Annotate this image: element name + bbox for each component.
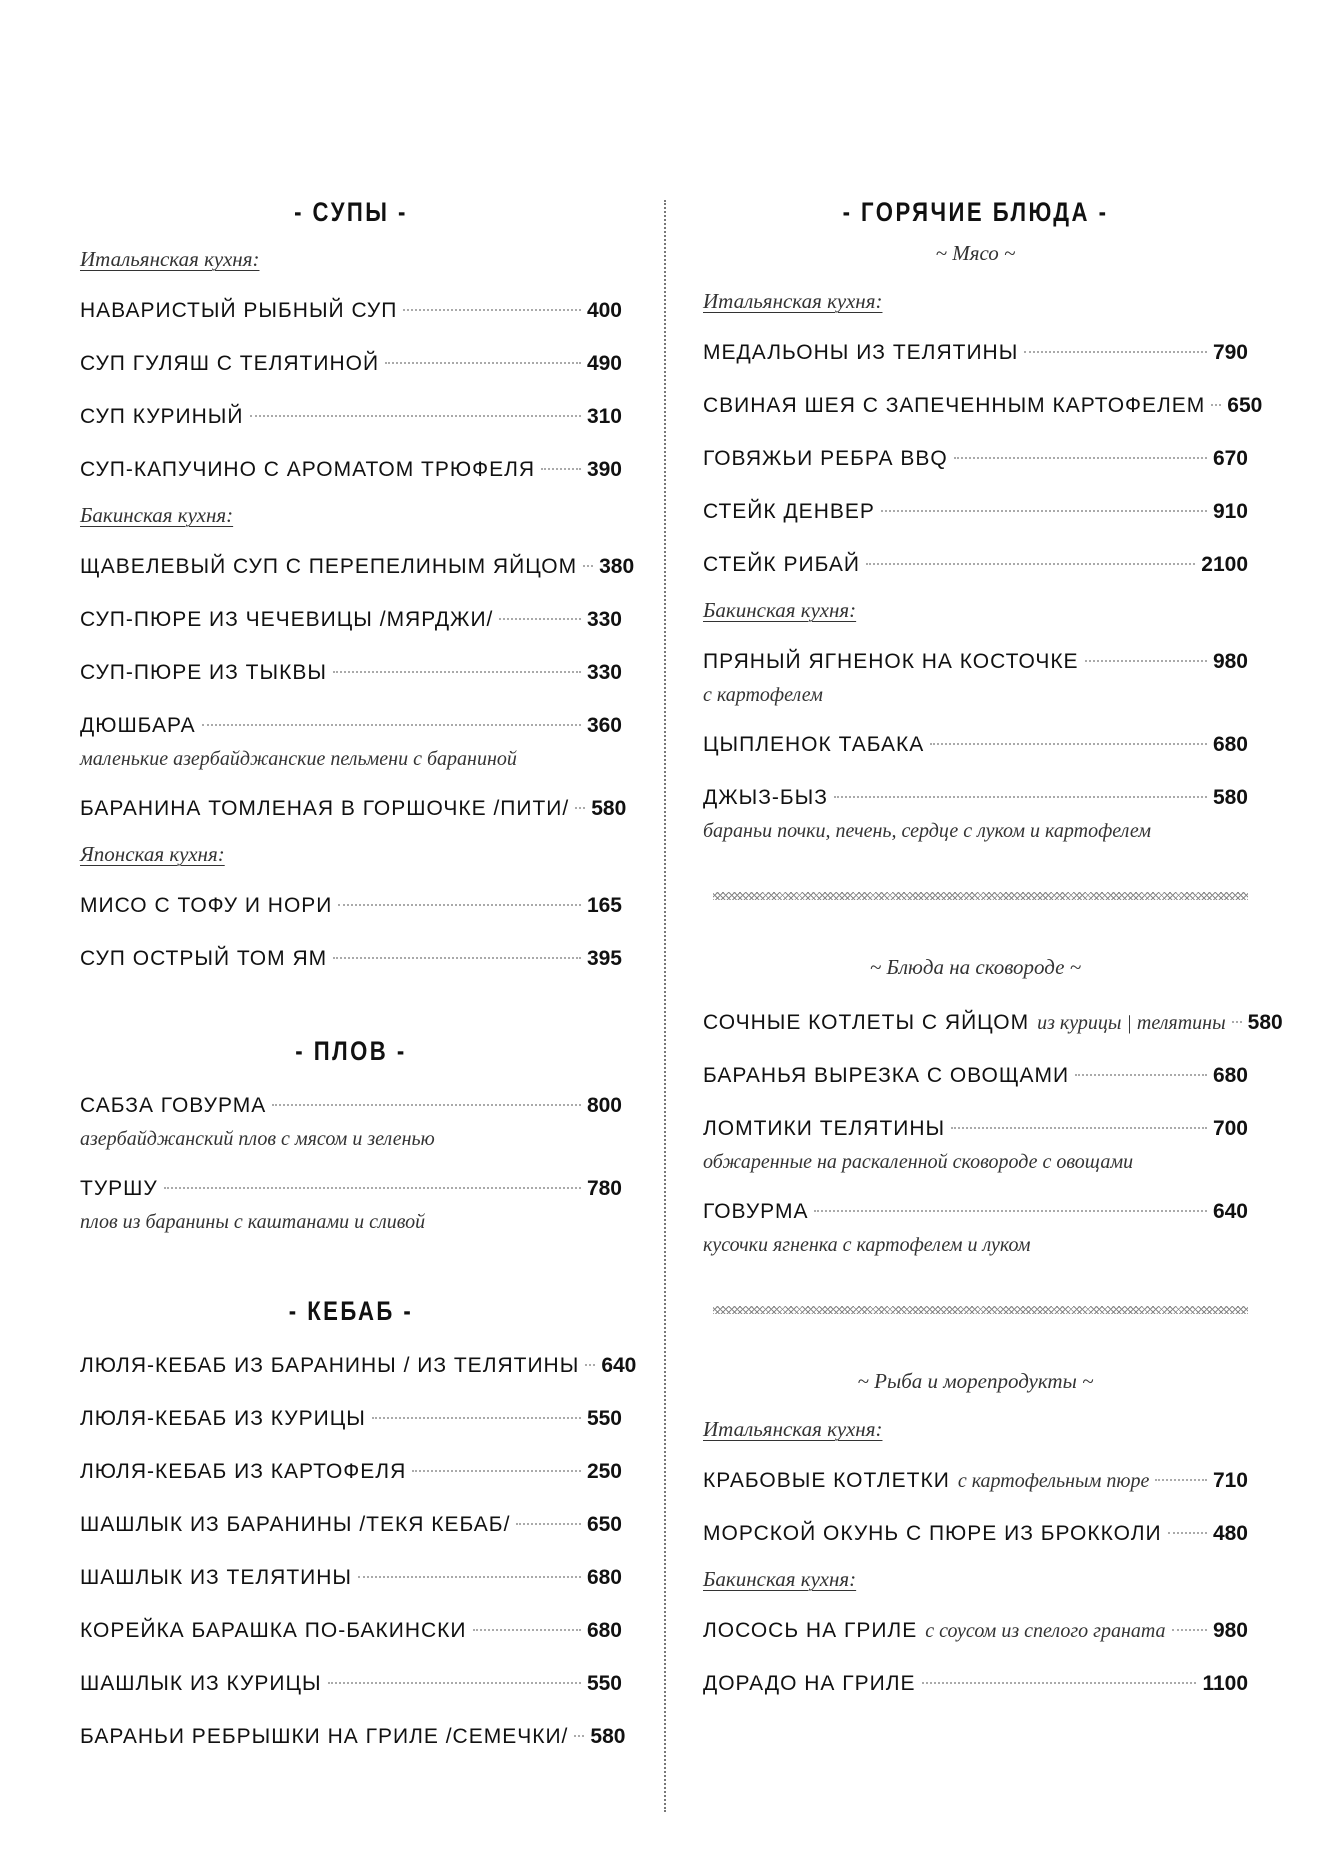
- menu-item-title: [80, 1348, 579, 1386]
- cuisine-label: Итальянская кухня:: [703, 289, 883, 313]
- menu-item-name: СУП ОСТРЫЙ ТОМ ЯМ: [80, 947, 328, 970]
- menu-item: [703, 1194, 1248, 1260]
- menu-item-name: СТЕЙК РИБАЙ: [703, 553, 860, 576]
- menu-item-price: 670: [1212, 447, 1248, 470]
- menu-item: [80, 655, 622, 691]
- dot-leader: [575, 807, 585, 809]
- menu-item-price: 390: [586, 458, 622, 481]
- dot-leader: [1168, 1532, 1207, 1534]
- menu-item: [703, 1111, 1248, 1177]
- dot-leader: [372, 1417, 581, 1419]
- column-divider: [664, 200, 666, 1812]
- dot-leader: [338, 904, 581, 906]
- menu-item-row: [703, 1194, 1248, 1230]
- menu-item-price: 700: [1212, 1117, 1248, 1140]
- plov-section: [80, 1088, 622, 1237]
- menu-item-row: [703, 780, 1248, 816]
- menu-item-price: 580: [590, 1725, 626, 1748]
- menu-item: [703, 1666, 1248, 1702]
- dot-leader: [250, 415, 581, 417]
- menu-item: [80, 1507, 622, 1543]
- soups-title: - СУПЫ -: [294, 197, 408, 227]
- menu-item-name: СУП ГУЛЯШ С ТЕЛЯТИНОЙ: [80, 352, 380, 375]
- dot-leader: [202, 724, 581, 726]
- dot-leader: [403, 309, 581, 311]
- menu-item-price: 680: [586, 1619, 622, 1642]
- menu-item-title: [80, 791, 569, 829]
- menu-item: [703, 1005, 1283, 1041]
- menu-item-price: 580: [1247, 1011, 1283, 1034]
- menu-item-row: [80, 1348, 637, 1384]
- menu-item: [80, 1348, 637, 1384]
- right-column: [703, 192, 1283, 1702]
- menu-item-name: КРАБОВЫЕ КОТЛЕТКИ: [703, 1469, 950, 1492]
- menu-item-name: ПРЯНЫЙ ЯГНЕНОК НА КОСТОЧКЕ: [703, 650, 1079, 673]
- menu-item-name: ДЮШБАРА: [80, 714, 196, 737]
- skillet-section: [703, 1005, 1283, 1260]
- menu-item: [80, 399, 622, 435]
- menu-item-note: с картофельным пюре: [957, 1470, 1150, 1492]
- kebab-title: - КЕБАБ -: [288, 1296, 414, 1326]
- menu-item-price: 980: [1212, 1619, 1248, 1642]
- menu-item-description: азербайджанский плов с мясом и зеленью: [80, 1128, 435, 1150]
- dot-leader: [358, 1576, 581, 1578]
- menu-item-price: 980: [1212, 650, 1248, 673]
- menu-item-row: [80, 888, 622, 924]
- menu-item: [80, 1719, 626, 1755]
- dot-leader: [930, 743, 1207, 745]
- menu-item-price: 1100: [1202, 1672, 1248, 1695]
- menu-item-row: [80, 1719, 626, 1755]
- dot-leader: [1075, 1074, 1207, 1076]
- menu-item-price: 650: [586, 1513, 622, 1536]
- menu-item-row: [80, 1171, 622, 1207]
- menu-item-name: БАРАНЬИ РЕБРЫШКИ НА ГРИЛЕ /СЕМЕЧКИ/: [80, 1725, 569, 1748]
- menu-item-title: [80, 1666, 322, 1704]
- menu-item: [80, 708, 622, 774]
- menu-item-price: 580: [1212, 786, 1248, 809]
- menu-item-row: [80, 791, 627, 827]
- menu-item-price: 710: [1212, 1469, 1248, 1492]
- menu-item-title: [80, 941, 327, 979]
- dot-leader: [473, 1629, 581, 1631]
- ornament-divider: [713, 1306, 1248, 1314]
- menu-item-name: МОРСКОЙ ОКУНЬ С ПЮРЕ ИЗ БРОККОЛИ: [703, 1522, 1162, 1545]
- cuisine-label: Бакинская кухня:: [703, 1567, 857, 1591]
- meat-subheading: ~ Мясо ~: [935, 241, 1016, 265]
- menu-item-price: 640: [1212, 1200, 1248, 1223]
- menu-item-row: [703, 335, 1248, 371]
- dot-leader: [585, 1364, 595, 1366]
- menu-item-title: [80, 888, 332, 926]
- menu-item-title: [703, 780, 828, 818]
- menu-item-price: 490: [586, 352, 622, 375]
- menu-item-title: [80, 1171, 158, 1209]
- menu-item-row: [703, 1516, 1248, 1552]
- menu-item-title: [703, 441, 948, 479]
- menu-item: [703, 388, 1263, 424]
- menu-item-title: [703, 335, 1018, 373]
- menu-item-row: [80, 1666, 622, 1702]
- menu-item-title: [703, 547, 860, 585]
- menu-item-price: 790: [1212, 341, 1248, 364]
- dot-leader: [272, 1104, 581, 1106]
- dot-leader: [814, 1210, 1207, 1212]
- menu-item-row: [80, 1401, 622, 1437]
- menu-item-row: [703, 1058, 1248, 1094]
- menu-item-title: [703, 1666, 916, 1704]
- menu-item-name: ДОРАДО НА ГРИЛЕ: [703, 1672, 916, 1695]
- menu-item-title: [80, 1401, 366, 1439]
- menu-item-price: 165: [586, 894, 622, 917]
- menu-item-name: МИСО С ТОФУ И НОРИ: [80, 894, 333, 917]
- dot-leader: [954, 457, 1207, 459]
- menu-item-row: [703, 494, 1248, 530]
- menu-item-name: КОРЕЙКА БАРАШКА ПО-БАКИНСКИ: [80, 1619, 467, 1642]
- menu-item-note: с соусом из спелого граната: [925, 1620, 1166, 1642]
- menu-item: [80, 602, 622, 638]
- dot-leader: [385, 362, 581, 364]
- dot-leader: [164, 1187, 581, 1189]
- plov-title: - ПЛОВ -: [295, 1036, 407, 1066]
- cuisine-label: Итальянская кухня:: [80, 247, 260, 271]
- dot-leader: [1232, 1021, 1242, 1023]
- menu-item: [80, 1454, 622, 1490]
- dot-leader: [333, 671, 581, 673]
- menu-item-price: 680: [1212, 733, 1248, 756]
- menu-item-name: НАВАРИСТЫЙ РЫБНЫЙ СУП: [80, 299, 398, 322]
- menu-item-row: [703, 547, 1248, 583]
- menu-item-price: 640: [601, 1354, 637, 1377]
- hot-dishes-title: - ГОРЯЧИЕ БЛЮДА -: [842, 197, 1109, 227]
- menu-item: [703, 1613, 1248, 1649]
- menu-item-row: [80, 941, 622, 977]
- cuisine-label: Бакинская кухня:: [703, 598, 857, 622]
- menu-item-row: [80, 655, 622, 691]
- menu-item: [80, 1560, 622, 1596]
- menu-item-row: [80, 549, 635, 585]
- menu-item-description: обжаренные на раскаленной сковороде с овощами: [703, 1151, 1134, 1173]
- menu-item-row: [80, 1088, 622, 1124]
- menu-item-title: [80, 1454, 406, 1492]
- menu-item-name: БАРАНИНА ТОМЛЕНАЯ В ГОРШОЧКЕ /ПИТИ/: [80, 797, 570, 820]
- menu-item-name: ДЖЫЗ-БЫЗ: [703, 786, 828, 809]
- menu-item-price: 910: [1212, 500, 1248, 523]
- menu-item-title: [703, 1516, 1162, 1554]
- menu-item-description: плов из баранины с каштанами и сливой: [80, 1211, 426, 1233]
- menu-item-price: 480: [1212, 1522, 1248, 1545]
- menu-item-description: бараньи почки, печень, сердце с луком и картофелем: [703, 820, 1152, 842]
- dot-leader: [1172, 1629, 1207, 1631]
- menu-item: [703, 1516, 1248, 1552]
- menu-item-title: [703, 644, 1079, 682]
- dot-leader: [574, 1735, 584, 1737]
- dot-leader: [922, 1682, 1197, 1684]
- menu-item-title: [80, 549, 577, 587]
- menu-item-title: [80, 1560, 352, 1598]
- menu-item: [80, 1666, 622, 1702]
- menu-item-row: [80, 1507, 622, 1543]
- menu-item-title: [80, 1507, 510, 1545]
- menu-item-name: ЛОСОСЬ НА ГРИЛЕ: [703, 1619, 918, 1642]
- menu-item-title: [80, 399, 244, 437]
- menu-item: [703, 441, 1248, 477]
- menu-item-name: ТУРШУ: [80, 1177, 158, 1200]
- menu-item-title: [80, 1719, 568, 1757]
- menu-item: [80, 888, 622, 924]
- menu-item-name: САБЗА ГОВУРМА: [80, 1094, 267, 1117]
- menu-item-title: [703, 727, 924, 765]
- dot-leader: [1024, 351, 1207, 353]
- menu-item: [703, 727, 1248, 763]
- menu-item-name: ЛЮЛЯ-КЕБАБ ИЗ КАРТОФЕЛЯ: [80, 1460, 407, 1483]
- menu-item-title: [703, 1194, 808, 1232]
- menu-item: [80, 1088, 622, 1154]
- dot-leader: [1155, 1479, 1207, 1481]
- menu-item: [80, 791, 627, 827]
- menu-item-name: ГОВЯЖЬИ РЕБРА BBQ: [703, 447, 948, 470]
- menu-item-row: [80, 708, 622, 744]
- menu-item-title: [80, 293, 397, 331]
- menu-item: [703, 547, 1248, 583]
- menu-item: [703, 1463, 1248, 1499]
- cuisine-label: Японская кухня:: [80, 842, 225, 866]
- menu-item: [80, 452, 622, 488]
- menu-item: [80, 1401, 622, 1437]
- skillet-subheading: ~ Блюда на сковороде ~: [869, 955, 1082, 979]
- menu-item-name: ШАШЛЫК ИЗ БАРАНИНЫ /ТЕКЯ КЕБАБ/: [80, 1513, 511, 1536]
- menu-item-row: [703, 441, 1248, 477]
- menu-item-row: [80, 346, 622, 382]
- dot-leader: [866, 563, 1195, 565]
- menu-item-row: [703, 388, 1263, 424]
- menu-item-description: маленькие азербайджанские пельмени с бараниной: [80, 748, 517, 770]
- menu-item-description: с картофелем: [703, 684, 823, 706]
- menu-item-row: [80, 1454, 622, 1490]
- menu-item-price: 2100: [1201, 553, 1248, 576]
- menu-item-price: 330: [586, 661, 622, 684]
- menu-item: [80, 293, 622, 329]
- menu-item: [703, 644, 1248, 710]
- menu-item-row: [80, 293, 622, 329]
- dot-leader: [834, 796, 1207, 798]
- menu-item-row: [80, 1560, 622, 1596]
- menu-item-name: ШАШЛЫК ИЗ КУРИЦЫ: [80, 1672, 322, 1695]
- menu-item: [80, 1613, 622, 1649]
- menu-item-name: ГОВУРМА: [703, 1200, 809, 1223]
- soups-section: [80, 242, 635, 977]
- menu-item-title: [80, 655, 327, 693]
- menu-item: [80, 1171, 622, 1237]
- menu-item: [703, 1058, 1248, 1094]
- menu-item-row: [703, 1111, 1248, 1147]
- menu-item-title: [703, 1058, 1069, 1096]
- menu-item-price: 330: [586, 608, 622, 631]
- menu-item-price: 550: [586, 1407, 622, 1430]
- menu-item: [80, 941, 622, 977]
- menu-item-price: 780: [586, 1177, 622, 1200]
- dot-leader: [1211, 404, 1221, 406]
- menu-item-name: СОЧНЫЕ КОТЛЕТЫ С ЯЙЦОМ: [703, 1011, 1030, 1034]
- menu-item-price: 680: [1212, 1064, 1248, 1087]
- menu-item-title: [703, 1005, 1226, 1043]
- menu-item-row: [80, 399, 622, 435]
- menu-item-price: 680: [586, 1566, 622, 1589]
- dot-leader: [951, 1127, 1207, 1129]
- menu-item-title: [80, 1088, 266, 1126]
- dot-leader: [412, 1470, 581, 1472]
- menu-item-title: [703, 494, 875, 532]
- left-column: [80, 192, 637, 1755]
- menu-item-row: [703, 1005, 1283, 1041]
- menu-item-title: [80, 708, 196, 746]
- menu-item-price: 395: [586, 947, 622, 970]
- menu-item-name: ЛОМТИКИ ТЕЛЯТИНЫ: [703, 1117, 946, 1140]
- kebab-section: [80, 1348, 637, 1755]
- menu-item-price: 380: [599, 555, 635, 578]
- menu-item: [80, 549, 635, 585]
- menu-item-row: [80, 452, 622, 488]
- dot-leader: [541, 468, 581, 470]
- menu-item-row: [703, 1613, 1248, 1649]
- menu-item-title: [80, 452, 535, 490]
- menu-item-title: [80, 1613, 467, 1651]
- menu-item-name: ШАШЛЫК ИЗ ТЕЛЯТИНЫ: [80, 1566, 353, 1589]
- menu-item-name: СУП-ПЮРЕ ИЗ ЧЕЧЕВИЦЫ /МЯРДЖИ/: [80, 608, 494, 631]
- menu-item-price: 250: [586, 1460, 622, 1483]
- menu-item-title: [703, 388, 1205, 426]
- menu-item-name: СВИНАЯ ШЕЯ С ЗАПЕЧЕННЫМ КАРТОФЕЛЕМ: [703, 394, 1206, 417]
- menu-item: [703, 494, 1248, 530]
- menu-item-name: ЛЮЛЯ-КЕБАБ ИЗ КУРИЦЫ: [80, 1407, 366, 1430]
- menu-item-title: [703, 1463, 1149, 1501]
- menu-item-price: 580: [591, 797, 627, 820]
- menu-item-row: [703, 1463, 1248, 1499]
- menu-item-title: [80, 346, 379, 384]
- menu-item-row: [80, 1613, 622, 1649]
- menu-item-title: [703, 1111, 945, 1149]
- menu-item-title: [80, 602, 493, 640]
- menu-item-row: [703, 644, 1248, 680]
- fish-section: [703, 1412, 1248, 1702]
- menu-item-description: кусочки ягненка с картофелем и луком: [703, 1234, 1031, 1256]
- menu-item-name: БАРАНЬЯ ВЫРЕЗКА С ОВОЩАМИ: [703, 1064, 1070, 1087]
- ornament-divider: [713, 892, 1248, 900]
- meat-section: [703, 284, 1263, 846]
- menu-item-name: СУП-КАПУЧИНО С АРОМАТОМ ТРЮФЕЛЯ: [80, 458, 536, 481]
- menu-item-row: [703, 727, 1248, 763]
- menu-item: [703, 780, 1248, 846]
- menu-item-price: 310: [586, 405, 622, 428]
- menu-item-row: [703, 1666, 1248, 1702]
- menu-item: [703, 335, 1248, 371]
- dot-leader: [583, 565, 593, 567]
- menu-item-price: 650: [1227, 394, 1263, 417]
- menu-item-price: 800: [586, 1094, 622, 1117]
- fish-subheading: ~ Рыба и морепродукты ~: [857, 1369, 1094, 1393]
- menu-item-price: 360: [586, 714, 622, 737]
- menu-item-name: ЩАВЕЛЕВЫЙ СУП С ПЕРЕПЕЛИНЫМ ЯЙЦОМ: [80, 555, 578, 578]
- menu-item-name: СУП-ПЮРЕ ИЗ ТЫКВЫ: [80, 661, 327, 684]
- dot-leader: [333, 957, 581, 959]
- menu-item-price: 550: [586, 1672, 622, 1695]
- menu-item-name: СУП КУРИНЫЙ: [80, 405, 244, 428]
- dot-leader: [516, 1523, 581, 1525]
- menu-item: [80, 346, 622, 382]
- dot-leader: [881, 510, 1207, 512]
- menu-item-note: из курицы | телятины: [1037, 1012, 1226, 1034]
- menu-item-row: [80, 602, 622, 638]
- menu-item-name: МЕДАЛЬОНЫ ИЗ ТЕЛЯТИНЫ: [703, 341, 1019, 364]
- cuisine-label: Итальянская кухня:: [703, 1417, 883, 1441]
- dot-leader: [499, 618, 581, 620]
- menu-item-name: СТЕЙК ДЕНВЕР: [703, 500, 875, 523]
- dot-leader: [328, 1682, 581, 1684]
- dot-leader: [1085, 660, 1207, 662]
- cuisine-label: Бакинская кухня:: [80, 503, 234, 527]
- menu-item-price: 400: [586, 299, 622, 322]
- menu-item-title: [703, 1613, 1166, 1651]
- menu-item-name: ЛЮЛЯ-КЕБАБ ИЗ БАРАНИНЫ / ИЗ ТЕЛЯТИНЫ: [80, 1354, 580, 1377]
- menu-item-name: ЦЫПЛЕНОК ТАБАКА: [703, 733, 925, 756]
